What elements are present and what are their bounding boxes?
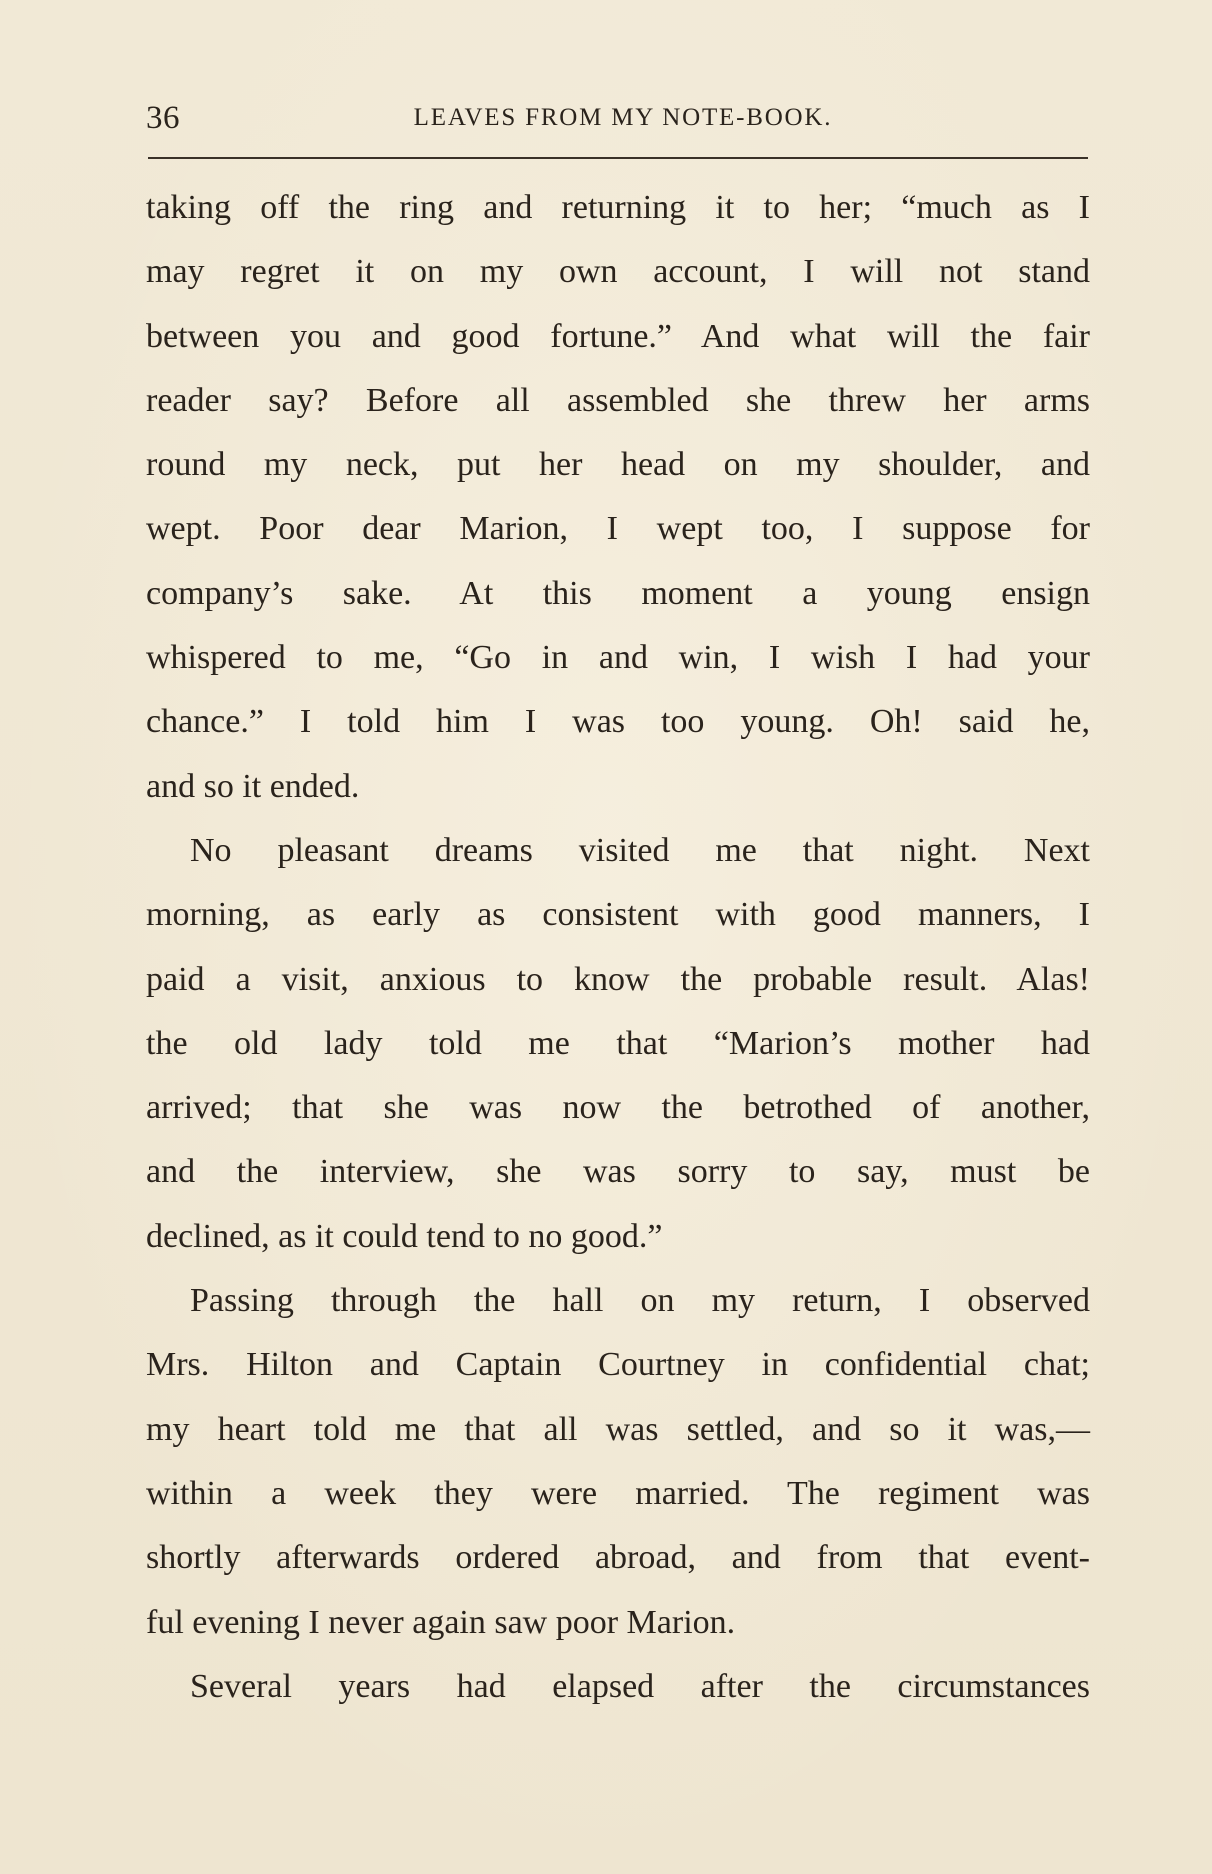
text-line: may regret it on my own account, I will not stand [146, 253, 1090, 291]
text-line: Passing through the hall on my return, I observed [190, 1282, 1090, 1320]
running-title: LEAVES FROM MY NOTE-BOOK. [413, 104, 833, 131]
text-line: shortly afterwards ordered abroad, and from that event- [146, 1539, 1090, 1577]
text-line: morning, as early as consistent with good manners, I [146, 896, 1090, 934]
text-line: round my neck, put her head on my shoulder, and [146, 446, 1090, 484]
body-text [146, 176, 1090, 1719]
text-line: chance.” I told him I was too young. Oh! said he, [146, 703, 1090, 741]
text-line: No pleasant dreams visited me that night. Next [190, 831, 1090, 869]
text-line: between you and good fortune.” And what will the fair [146, 317, 1090, 355]
text-line: taking off the ring and returning it to her; “much as I [146, 189, 1090, 226]
text-line: my heart told me that all was settled, and so it was,— [146, 1410, 1090, 1448]
text-line: within a week they were married. The regiment was [146, 1474, 1090, 1512]
text-line: the old lady told me that “Marion’s mother had [146, 1024, 1090, 1062]
text-line: and so it ended. [146, 767, 360, 805]
text-line: Mrs. Hilton and Captain Courtney in confidential chat; [146, 1346, 1090, 1384]
page-number: 36 [146, 100, 180, 136]
running-head [146, 96, 1090, 140]
text-line: wept. Poor dear Marion, I wept too, I suppose for [146, 510, 1090, 548]
text-line: whispered to me, “Go in and win, I wish I had your [146, 639, 1090, 677]
text-line: arrived; that she was now the betrothed of another, [146, 1089, 1090, 1127]
text-line: reader say? Before all assembled she threw her arms [146, 381, 1090, 419]
text-line: Several years had elapsed after the circumstances [190, 1667, 1090, 1705]
text-line: company’s sake. At this moment a young ensign [146, 574, 1090, 612]
text-line: and the interview, she was sorry to say, must be [146, 1153, 1090, 1191]
header-rule [148, 157, 1088, 159]
text-line: ful evening I never again saw poor Marion. [146, 1603, 736, 1641]
text-line: paid a visit, anxious to know the probable result. Alas! [146, 960, 1090, 998]
text-line: declined, as it could tend to no good.” [146, 1217, 663, 1255]
